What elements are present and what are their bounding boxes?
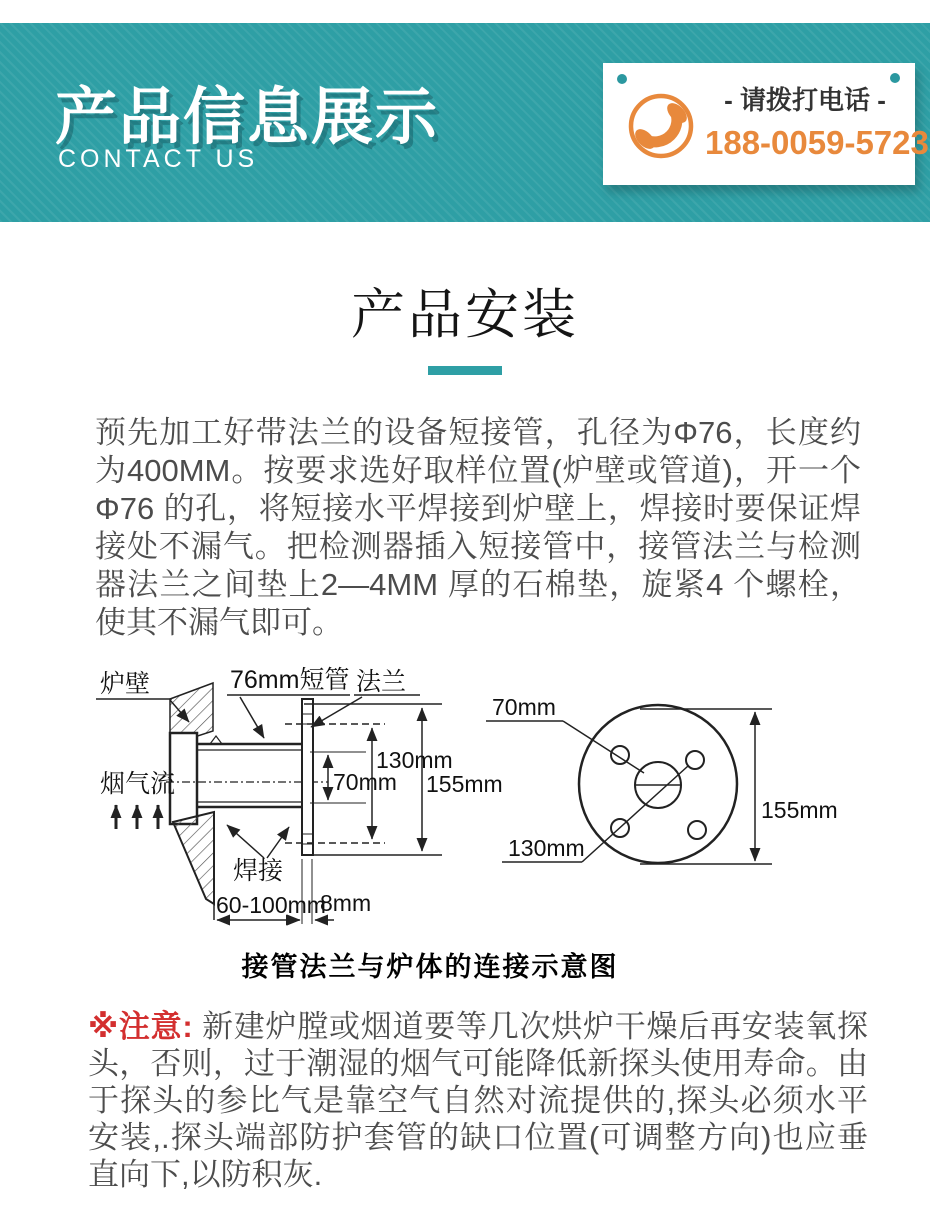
pin-dot-left xyxy=(617,74,627,84)
flange-front xyxy=(579,705,737,863)
header-band xyxy=(0,23,930,222)
note-text: 新建炉膛或烟道要等几次烘炉干燥后再安装氧探头，否则，过于潮湿的烟气可能降低新探头使用寿命。由于探头的参比气是靠空气自然对流提供的,探头必须水平安装,.探头端部防护套管的缺口位置(可调整方向)也应垂直向下,以防积灰. xyxy=(88,1009,868,1192)
dim-130mm: 130mm xyxy=(376,747,453,773)
section-title: 产品安装 xyxy=(351,285,579,345)
body-paragraph: 预先加工好带法兰的设备短接管，孔径为Φ76，长度约为400MM。按要求选好取样位置(炉壁或管道)，开一个Φ76 的孔，将短接水平焊接到炉壁上，焊接时要保证焊接处不漏气。把检测器插入短接管中，接管法兰与检测器法兰之间垫上2—4MM 厚的石棉垫，旋紧4 个螺栓，使其不漏气即可。 xyxy=(95,415,861,640)
phone-card xyxy=(603,63,929,185)
label-short-pipe: 76mm短管 xyxy=(230,666,350,694)
diagram-caption: 接管法兰与炉体的连接示意图 xyxy=(241,952,619,982)
title-divider xyxy=(428,366,502,375)
dim-155mm: 155mm xyxy=(426,771,503,797)
page-subtitle: CONTACT US xyxy=(58,145,259,173)
short-pipe xyxy=(197,744,302,807)
gas-flow-arrows xyxy=(116,805,158,829)
phone-icon xyxy=(625,90,697,162)
front-dim-155mm: 155mm xyxy=(761,797,838,823)
label-flange: 法兰 xyxy=(356,668,407,696)
note-prefix: ※注意: xyxy=(88,1009,193,1044)
furnace-wall-lower xyxy=(173,812,214,904)
flange-side xyxy=(302,699,313,855)
call-cta-label: - 请拨打电话 - xyxy=(724,85,886,115)
phone-number: 188-0059-5723 xyxy=(705,124,929,161)
label-furnace-wall: 炉壁 xyxy=(100,670,151,698)
front-dim-130mm: 130mm xyxy=(508,835,585,861)
dim-8mm: 8mm xyxy=(320,890,372,916)
installation-diagram xyxy=(70,652,870,962)
note xyxy=(88,1008,868,1193)
front-dim-70mm: 70mm xyxy=(492,694,556,720)
page-title: 产品信息展示 xyxy=(55,83,440,152)
label-gas-flow: 烟气流 xyxy=(100,770,176,798)
dim-60-100mm: 60-100mm xyxy=(216,892,326,918)
label-weld: 焊接 xyxy=(233,857,284,885)
dim-70mm: 70mm xyxy=(333,769,397,795)
phone-card-text xyxy=(705,80,929,162)
